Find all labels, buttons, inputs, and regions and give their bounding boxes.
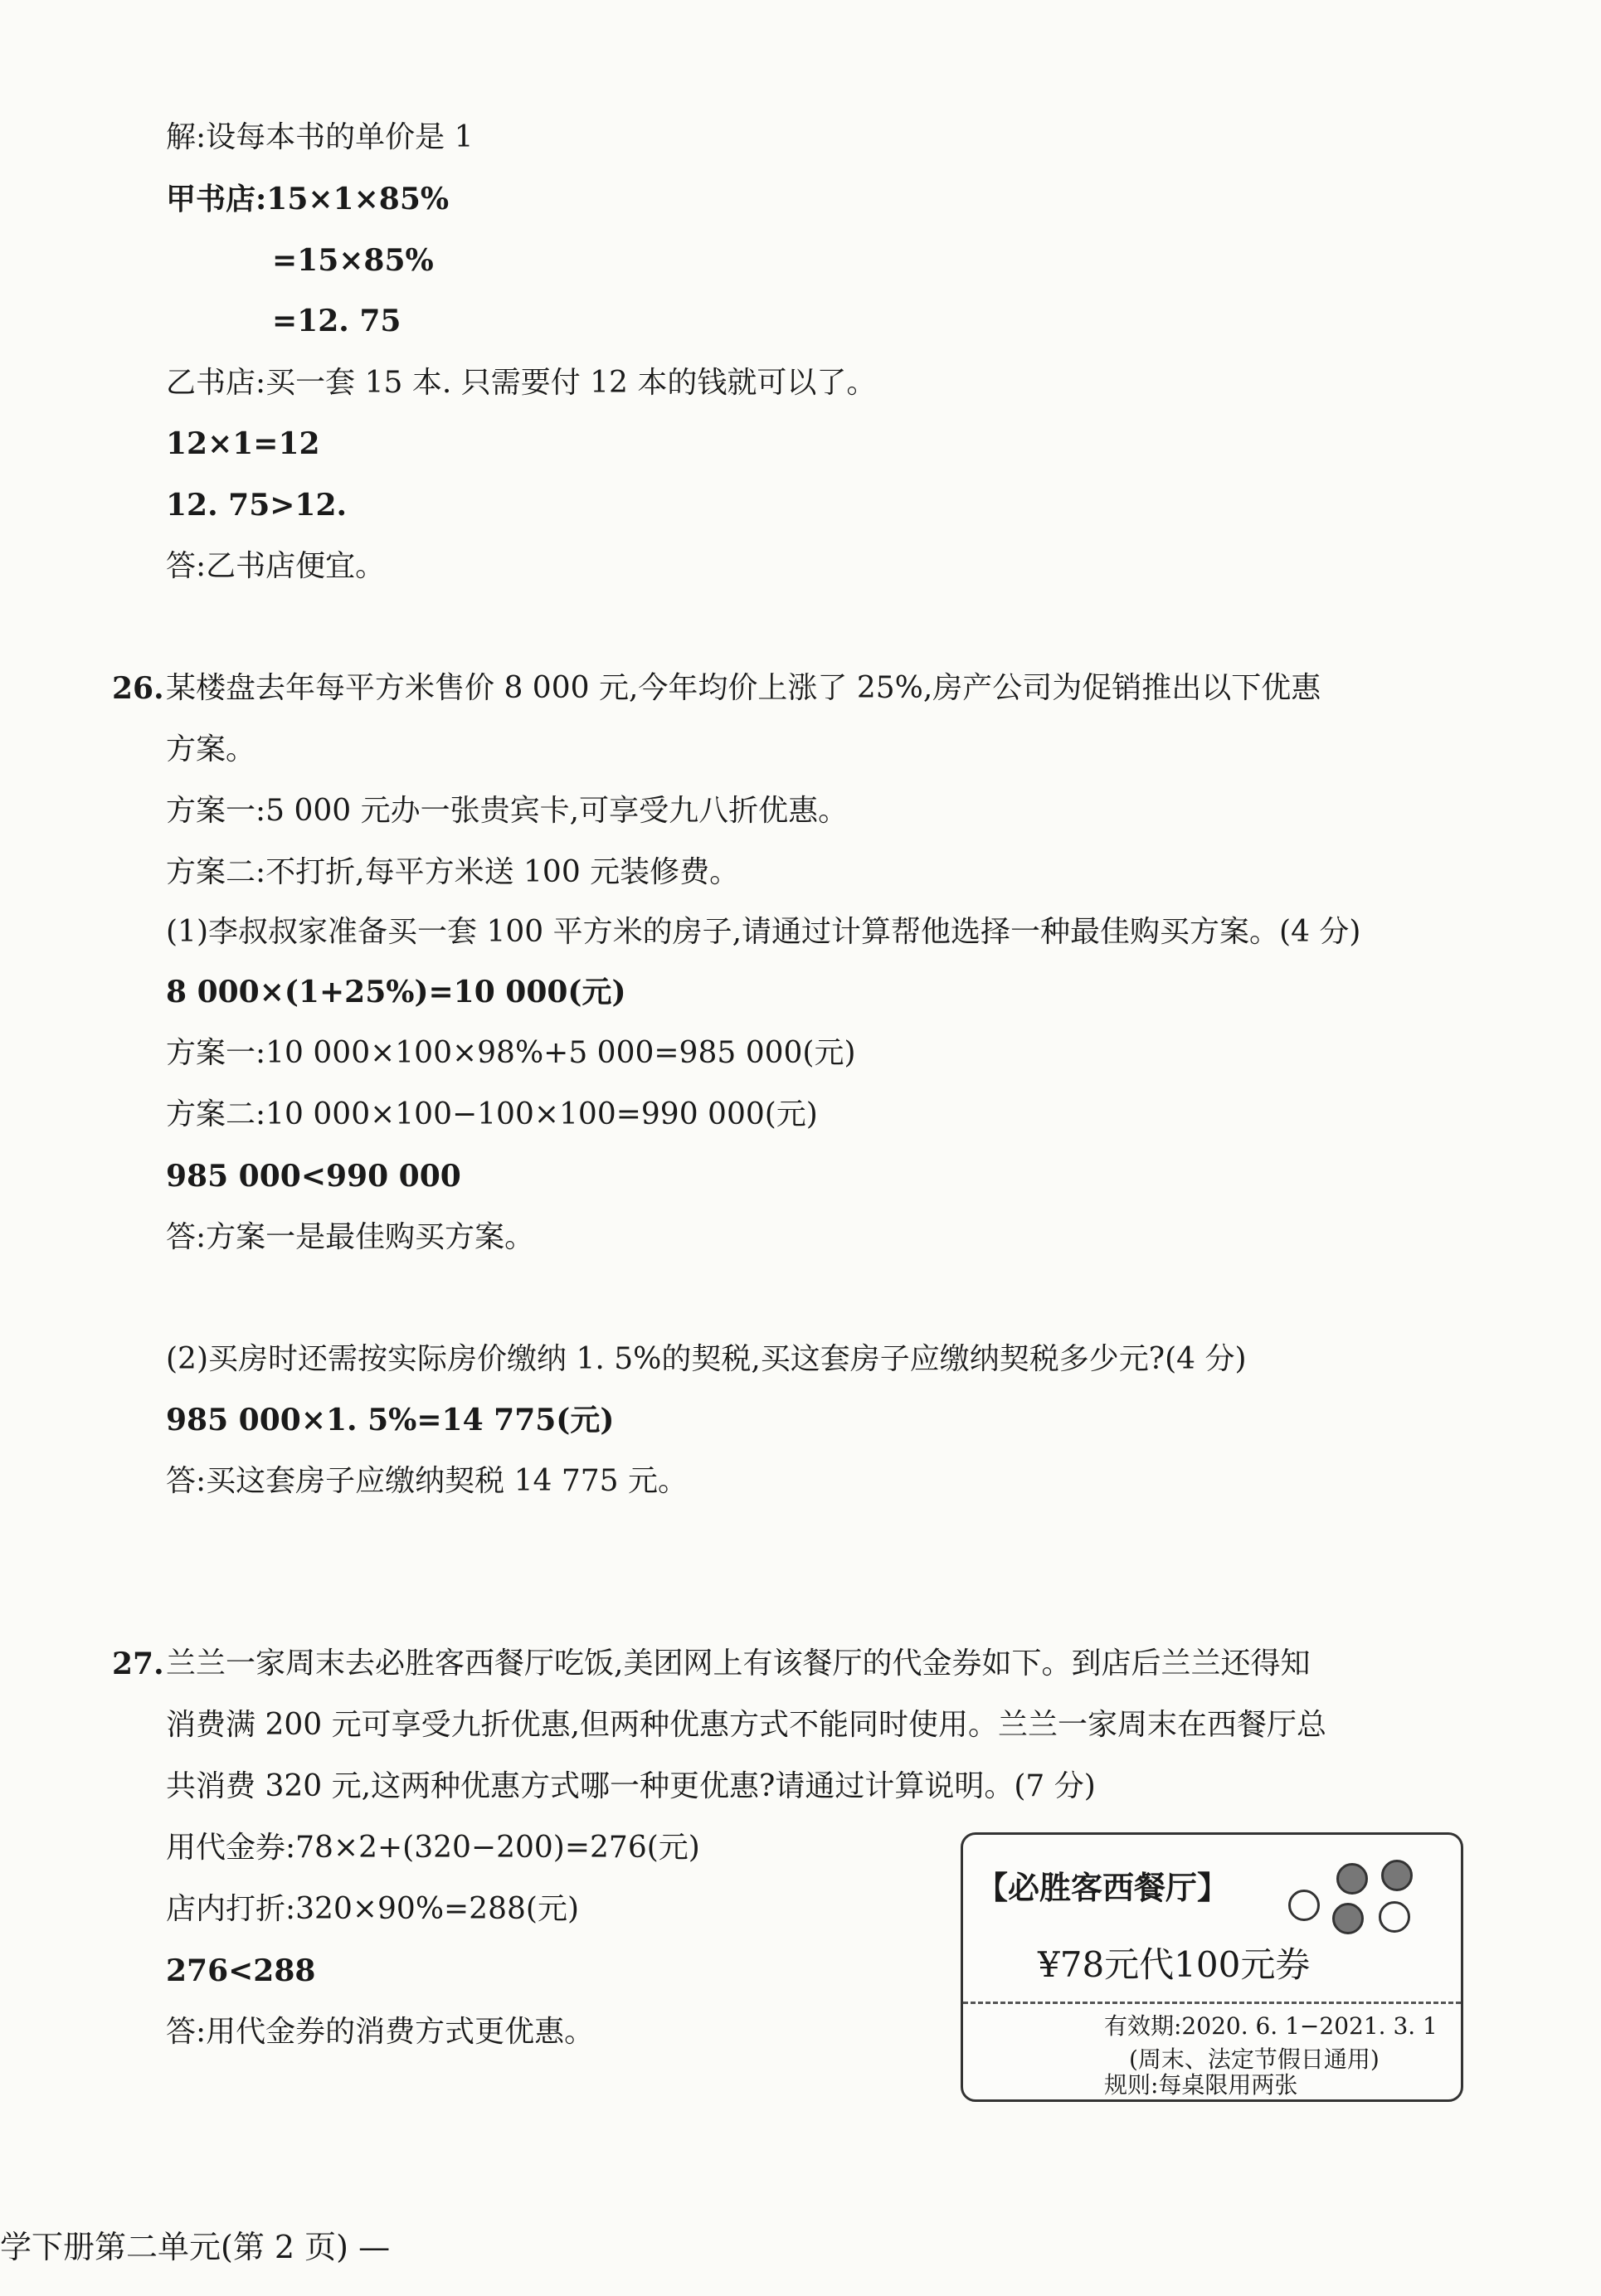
- q27-number: 27.: [112, 1647, 164, 1681]
- q26-part2-calc: 985 000×1. 5%=14 775(元): [166, 1403, 615, 1437]
- coupon-card: [961, 1832, 1463, 2102]
- q26-stem-1: 某楼盘去年每平方米售价 8 000 元,今年均价上涨了 25%,房产公司为促销推出以下优惠: [166, 671, 1321, 705]
- q26-part1-compare: 985 000<990 000: [166, 1159, 461, 1194]
- q27-stem-2: 消费满 200 元可享受九折优惠,但两种优惠方式不能同时使用。兰兰一家周末在西餐厅总: [166, 1708, 1327, 1742]
- coupon-validity: 有效期:2020. 6. 1−2021. 3. 1: [1104, 2012, 1438, 2040]
- q26-part1-question: (1)李叔叔家准备买一套 100 平方米的房子,请通过计算帮他选择一种最佳购买方案。(4 分): [166, 915, 1361, 949]
- q26-part2-question: (2)买房时还需按实际房价缴纳 1. 5%的契税,买这套房子应缴纳契税多少元?(4 分): [166, 1342, 1247, 1376]
- q26-part1-calc-3: 方案二:10 000×100−100×100=990 000(元): [166, 1097, 818, 1131]
- q26-plan-2: 方案二:不打折,每平方米送 100 元装修费。: [166, 855, 740, 889]
- coupon-note: (周末、法定节假日通用): [1129, 2045, 1380, 2073]
- q27-stem-1: 兰兰一家周末去必胜客西餐厅吃饭,美团网上有该餐厅的代金券如下。到店后兰兰还得知: [166, 1647, 1311, 1681]
- q27-compare: 276<288: [166, 1953, 316, 1988]
- q27-answer: 答:用代金券的消费方式更优惠。: [166, 2015, 595, 2049]
- q26-number: 26.: [112, 671, 164, 706]
- coupon-rule: 规则:每桌限用两张: [1104, 2071, 1298, 2099]
- q25-line-2: 甲书店:15×1×85%: [166, 182, 450, 216]
- q25-line-7: 12. 75>12.: [166, 488, 348, 523]
- q25-line-3: =15×85%: [272, 243, 434, 278]
- coupon-title: 【必胜客西餐厅】: [976, 1869, 1229, 1906]
- q27-stem-3: 共消费 320 元,这两种优惠方式哪一种更优惠?请通过计算说明。(7 分): [166, 1769, 1096, 1803]
- coupon-circle-icon: [1332, 1903, 1364, 1934]
- coupon-circle-icon: [1336, 1863, 1368, 1895]
- coupon-dashed-divider: [963, 2002, 1461, 2004]
- q26-plan-1: 方案一:5 000 元办一张贵宾卡,可享受九八折优惠。: [166, 794, 849, 828]
- q25-answer: 答:乙书店便宜。: [166, 549, 386, 583]
- q25-line-4: =12. 75: [272, 304, 401, 338]
- q27-calc-1: 用代金券:78×2+(320−200)=276(元): [166, 1831, 700, 1865]
- q25-line-5: 乙书店:买一套 15 本. 只需要付 12 本的钱就可以了。: [166, 366, 877, 400]
- coupon-circle-icon: [1379, 1901, 1410, 1933]
- q25-line-6: 12×1=12: [166, 426, 320, 461]
- q26-stem-2: 方案。: [166, 732, 256, 766]
- page-footer: 学下册第二单元(第 2 页) —: [0, 2229, 391, 2265]
- q26-part1-answer: 答:方案一是最佳购买方案。: [166, 1220, 535, 1254]
- coupon-price: ¥78元代100元券: [1038, 1944, 1311, 1985]
- q26-part2-answer: 答:买这套房子应缴纳契税 14 775 元。: [166, 1464, 688, 1498]
- q26-part1-calc-2: 方案一:10 000×100×98%+5 000=985 000(元): [166, 1036, 856, 1070]
- q27-calc-2: 店内打折:320×90%=288(元): [166, 1892, 579, 1926]
- q25-line-1: 解:设每本书的单价是 1: [166, 120, 474, 154]
- coupon-circle-icon: [1288, 1890, 1320, 1921]
- q26-part1-calc-1: 8 000×(1+25%)=10 000(元): [166, 975, 626, 1009]
- coupon-circle-icon: [1381, 1860, 1413, 1891]
